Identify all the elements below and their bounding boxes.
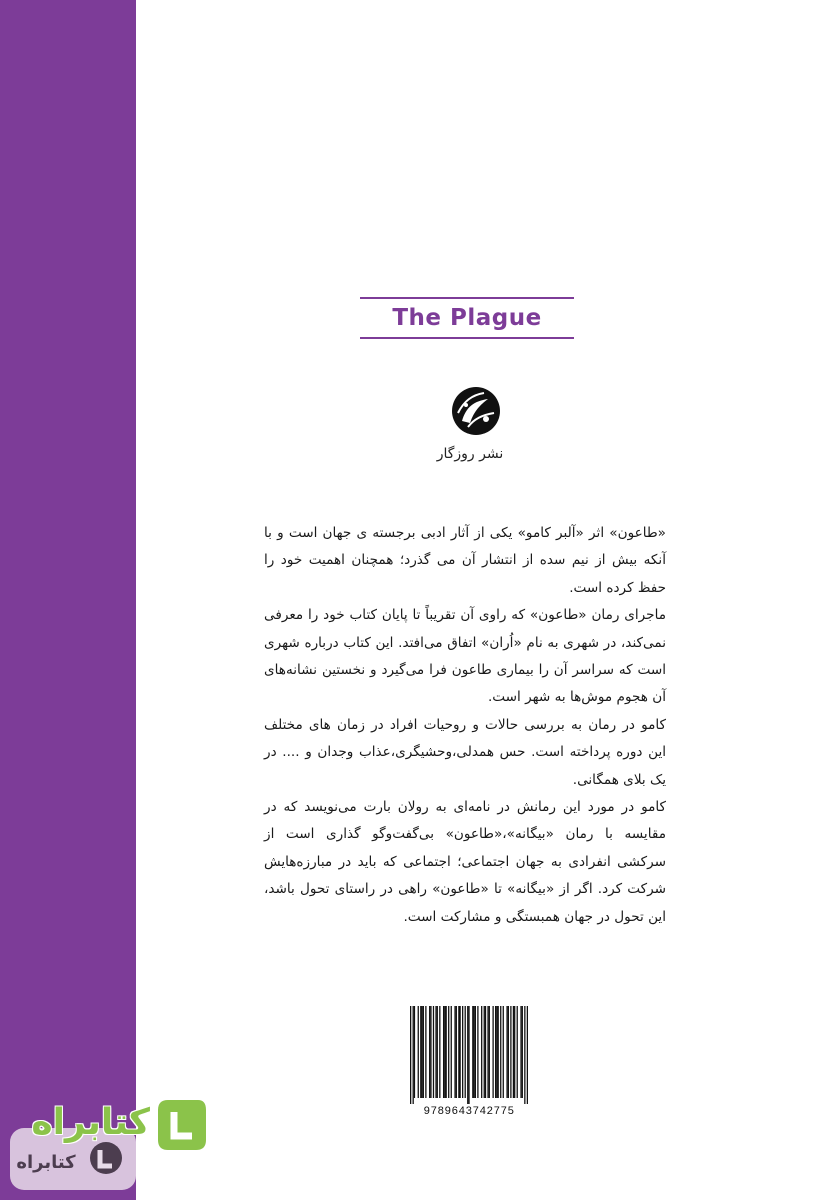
barcode-bar	[520, 1006, 521, 1098]
synopsis-paragraph: ماجرای رمان «طاعون» که راوی آن تقریباً تا پایان کتاب خود را معرفی نمی‌کند، در شهری به نام «اُران» اتفاق می‌افتد. این کتاب درباره شهری است که سراسر آن را بیماری طاعون فرا می‌گیرد و نخستین نشانه‌های آن هجوم موش‌ها به شهر است.	[264, 607, 666, 706]
barcode-bar	[484, 1006, 485, 1098]
barcode-bar	[489, 1006, 490, 1098]
watermark-text: کتابراه	[31, 1102, 150, 1143]
barcode-bar	[413, 1006, 414, 1104]
barcode-bar	[527, 1006, 528, 1104]
barcode-bar	[414, 1006, 415, 1098]
barcode-bar	[437, 1006, 438, 1098]
spine-color-band	[0, 0, 136, 1200]
english-title-block	[360, 297, 574, 339]
barcode-bar	[524, 1006, 525, 1104]
barcode-bar	[443, 1006, 444, 1098]
isbn-number: 9789643742775	[423, 1106, 515, 1118]
barcode-bar	[495, 1006, 496, 1098]
ketabrah-logo-icon	[150, 1096, 208, 1154]
barcode-bar	[503, 1006, 504, 1098]
barcode-bar	[514, 1006, 515, 1098]
barcode-bar	[522, 1006, 523, 1098]
barcode-bar	[510, 1006, 511, 1098]
barcode-bar	[448, 1006, 449, 1098]
barcode-bar	[468, 1006, 469, 1104]
barcode-bar	[473, 1006, 474, 1098]
barcode-bar	[429, 1006, 430, 1098]
watermark-small-text: کتابراه	[16, 1152, 76, 1173]
barcode-bar	[508, 1006, 509, 1098]
barcode-bar	[451, 1006, 452, 1098]
english-title: The Plague	[392, 305, 542, 331]
publisher-logo-icon	[440, 383, 512, 439]
barcode-bar	[485, 1006, 486, 1098]
synopsis-paragraph: «طاعون» اثر «آلبر کامو» یکی از آثار ادبی برجسته ی جهان است و با آنکه بیش از نیم سده از انتشار آن می گذرد؛ همچنان اهمیت خود را حفظ کرده است.	[264, 525, 666, 596]
barcode-bar	[421, 1006, 422, 1098]
barcode-bars	[410, 1006, 528, 1104]
barcode-bar	[472, 1006, 473, 1098]
barcode-bar	[481, 1006, 482, 1098]
barcode-bar	[496, 1006, 497, 1098]
barcode-bar	[506, 1006, 507, 1098]
barcode-bar	[435, 1006, 436, 1098]
synopsis-paragraph: کامو در رمان به بررسی حالات و روحیات افراد در زمان های مختلف این دوره پرداخته است. حس همدلی،وحشیگری،عذاب وجدان و .... در یک بلای همگانی.	[264, 716, 666, 788]
barcode-bar	[467, 1006, 468, 1104]
ketabrah-small-logo-icon	[86, 1138, 126, 1178]
isbn-barcode	[404, 998, 534, 1126]
barcode-bar	[418, 1006, 419, 1098]
barcode-bar	[439, 1006, 440, 1098]
barcode-bar	[458, 1006, 459, 1098]
barcode-bar	[456, 1006, 457, 1098]
barcode-bar	[459, 1006, 460, 1098]
synopsis	[264, 520, 666, 931]
barcode-bar	[454, 1006, 455, 1098]
barcode-bar	[446, 1006, 447, 1098]
barcode-bar	[513, 1006, 514, 1098]
barcode-bar	[517, 1006, 518, 1098]
barcode-bar	[492, 1006, 493, 1098]
barcode-bar	[498, 1006, 499, 1098]
barcode-bar	[465, 1006, 466, 1098]
barcode-bar	[477, 1006, 478, 1098]
barcode-bar	[444, 1006, 445, 1098]
barcode-bar	[487, 1006, 488, 1098]
barcode-bar	[425, 1006, 426, 1098]
barcode-bar	[500, 1006, 501, 1098]
barcode-bar	[420, 1006, 421, 1098]
publisher-name: نشر روزگار	[436, 446, 504, 462]
barcode-bar	[433, 1006, 434, 1098]
synopsis-paragraph: کامو در مورد این رمانش در نامه‌ای به رولان بارت می‌نویسد که در مقایسه با رمان «بیگانه»،«طاعون» بی‌گفت‌وگو گذاری است از سرکشی انفرادی به جهان اجتماعی؛ اجتماعی که باید در مبارزه‌هایش شرکت کرد. اگر از «بیگانه» تا «طاعون» راهی در راستای تحول باشد، این تحول در جهان همبستگی و مشارکت است.	[264, 799, 666, 925]
barcode-bar	[410, 1006, 411, 1104]
barcode-bar	[430, 1006, 431, 1098]
barcode-bar	[423, 1006, 424, 1098]
barcode-bar	[462, 1006, 463, 1098]
barcode-bar	[475, 1006, 476, 1098]
